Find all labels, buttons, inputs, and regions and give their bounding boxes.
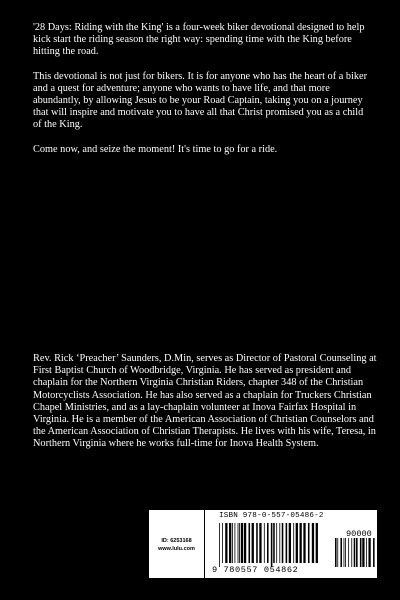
barcode-bar [282, 523, 284, 563]
barcode-bar [348, 538, 349, 567]
barcode-bar [225, 523, 227, 563]
barcode-bar [264, 523, 265, 563]
barcode-bar [244, 523, 246, 563]
barcode-bar [312, 523, 314, 563]
barcode-bar [241, 523, 243, 563]
barcode-bar [373, 538, 375, 567]
description-paragraph-1: '28 Days: Riding with the King' is a four-week biker devotional designed to help kick start the riding season the right way: spending time with the King before hitting the road. [33, 22, 365, 58]
barcode-bar [308, 523, 310, 563]
barcode-bar [344, 538, 345, 567]
barcode-bar [296, 523, 298, 563]
barcode-bar [293, 523, 294, 563]
barcode-bar [256, 523, 258, 563]
barcode-bar [239, 523, 240, 563]
ean-barcode-bars [219, 523, 318, 567]
isbn-barcode [205, 510, 377, 578]
author-bio-text: Rev. Rick ‘Preacher’ Saunders, D.Min, serves as Director of Pastoral Counseling at First Baptist Church of Woodbridge, Virginia. He has served as president and chaplain for the Northern Virginia Christian Riders, chapter 348 of the Christian Motorcyclists Association. He has also served as a chaplain for Truckers Christian Chapel Ministries, and as a lay-chaplain volunteer at Inova Fairfax Hospital in Virginia. He is a member of the American Association of Christian Counselors and the American Association of Christian Therapists. He lives with his wife, Teresa, in Northern Virginia where he works full-time for Inova Health System. [33, 353, 377, 450]
lulu-id: ID: 6253168 [161, 538, 192, 544]
barcode-bar [340, 538, 342, 567]
barcode-bar [289, 523, 291, 563]
book-description [33, 22, 373, 168]
barcode-bar [300, 523, 302, 563]
barcode-bar [229, 523, 231, 563]
lulu-url: www.lulu.com [158, 546, 195, 552]
barcode-bar [271, 523, 273, 567]
barcode-bar [362, 538, 364, 567]
barcode-bar [316, 523, 318, 563]
barcode-bar [345, 538, 346, 567]
barcode-bar [354, 538, 356, 567]
description-paragraph-3: Come now, and seize the moment! It's time to go for a ride. [33, 143, 278, 155]
barcode-bar [356, 538, 358, 567]
ean-digits: 9 780557 054862 [212, 565, 299, 575]
barcode-bar [360, 538, 362, 567]
barcode-bar [259, 523, 261, 563]
barcode-bar [279, 523, 280, 563]
barcode-bar [286, 523, 288, 563]
barcode-bar [222, 523, 223, 563]
barcode-bar [368, 538, 370, 567]
barcode-bar [273, 523, 275, 563]
barcode-bar [366, 538, 367, 567]
barcode-bar [235, 523, 236, 563]
barcode-bar [232, 523, 233, 563]
barcode-bar [249, 523, 251, 563]
author-bio [33, 353, 378, 451]
price-code: 90000 [346, 529, 372, 539]
barcode-bar [267, 523, 269, 563]
lulu-id-label [149, 510, 204, 578]
barcode-bar [276, 523, 277, 563]
barcode-bar [335, 538, 337, 567]
price-addon-bars [335, 538, 375, 567]
barcode-bar [252, 523, 254, 563]
description-paragraph-2: This devotional is not just for bikers. It is for anyone who has the heart of a biker and a quest for adventure; anyone who wants to have life, and that more abundantly, by allowing Jesus to be your Road Captain, taking you on a journey that will inspire and motivate you to have all that Christ promised you as a child of the King. [33, 70, 368, 131]
barcode-bar [351, 538, 352, 567]
barcode-bar [219, 523, 220, 567]
barcode-bar [337, 538, 338, 567]
isbn-number: ISBN 978-0-557-05486-2 [219, 512, 324, 520]
barcode-bar [238, 523, 239, 563]
barcode-bar [303, 523, 305, 563]
